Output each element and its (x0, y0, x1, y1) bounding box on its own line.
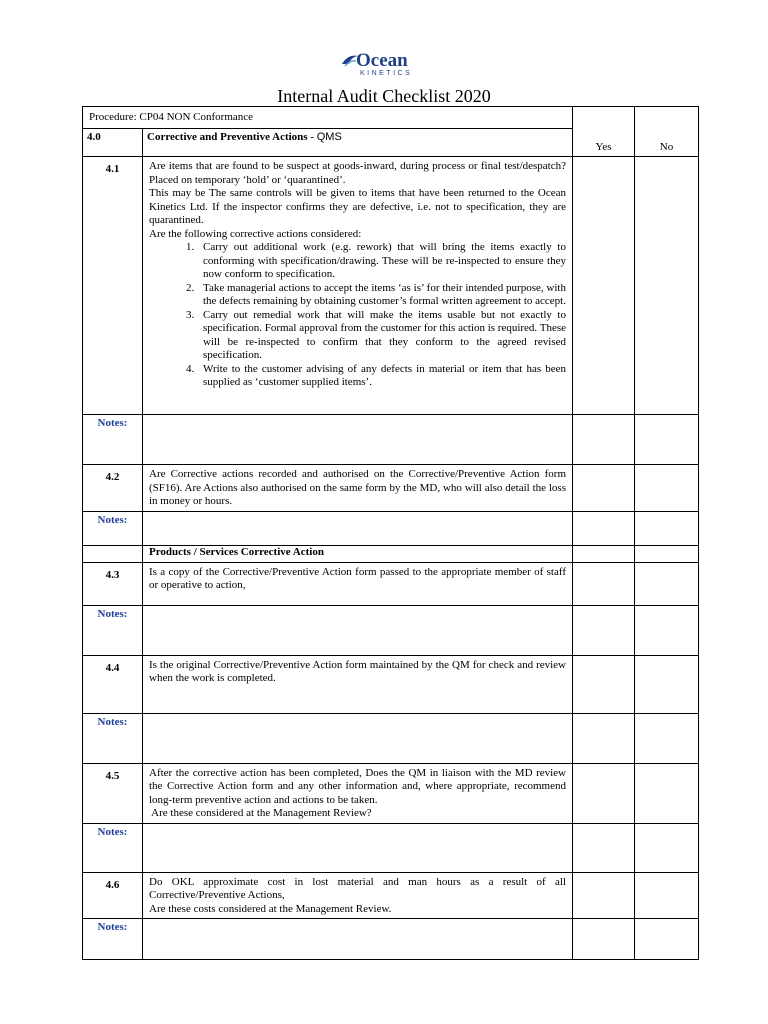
question-text: Are items that are found to be suspect at goods-inward, during process or final test/despatch? Placed on temporary ‘hold’ or ‘quarantined’. This may be The same controls will be given to items that have been returned to the Ocean Kinetics Ltd. If the inspector confirms they are defective, i.e. not to specification, they are quarantined. Are the following corrective actions considered: 1. Carry out additional work (e.g. rework) that will bring the items exactly to conforming with specification/drawing. These will be re-inspected to ensure they now conform to specification. 2. Take managerial actions to accept the items ‘as is’ for their intended purpose, with the defects remaining by obtaining customer’s formal written agreement to accept. 3. Carry out remedial work that will make the items usable but not exactly to specification. Formal approval from the customer for this action is required. These will be re-inspected to confirm that they conform to the agreed revised specification. 4. Write to the customer advising of any defects in material or item that has been supplied as ‘customer supplied items’. (143, 157, 573, 415)
no-checkbox-cell[interactable] (635, 823, 699, 872)
procedure-label: Procedure: CP04 NON Conformance (83, 107, 573, 129)
no-checkbox-cell[interactable] (635, 157, 699, 415)
notes-row (83, 605, 699, 655)
document-title: Internal Audit Checklist 2020 (277, 86, 491, 106)
question-row (83, 562, 699, 605)
notes-row (83, 713, 699, 763)
no-checkbox-cell[interactable] (635, 872, 699, 919)
corrective-actions-list (149, 241, 566, 390)
yes-checkbox-cell[interactable] (573, 465, 635, 512)
notes-row (83, 823, 699, 872)
notes-label: Notes: (83, 605, 143, 655)
notes-row (83, 919, 699, 960)
no-checkbox-cell[interactable] (635, 415, 699, 465)
list-item: 1. Carry out additional work (e.g. rework) that will bring the items exactly to conforming with specification/drawing. These will be re-inspected to ensure they now conform to specification. (197, 241, 566, 282)
no-checkbox-cell[interactable] (635, 511, 699, 545)
list-item: 3. Carry out remedial work that will make the items usable but not exactly to specification. Formal approval from the customer for this action is required. These will be re-inspected to confirm that they conform to the agreed revised specification. (197, 309, 566, 363)
notes-label: Notes: (83, 713, 143, 763)
company-logo (340, 50, 420, 82)
list-item: 4. Write to the customer advising of any defects in material or item that has been supplied as ‘customer supplied items’. (197, 363, 566, 390)
header-row (83, 107, 699, 129)
audit-checklist-table (82, 106, 699, 960)
question-row (83, 157, 699, 415)
question-number: 4.2 (83, 465, 143, 512)
question-number: 4.5 (83, 763, 143, 823)
no-checkbox-cell[interactable] (635, 562, 699, 605)
question-number: 4.3 (83, 562, 143, 605)
logo-word: Ocean (356, 50, 408, 71)
yes-checkbox-cell[interactable] (573, 713, 635, 763)
section-title: Corrective and Preventive Actions - QMS (143, 129, 573, 157)
yes-checkbox-cell[interactable] (573, 763, 635, 823)
yes-checkbox-cell[interactable] (573, 605, 635, 655)
yes-column-header: Yes (573, 107, 635, 157)
question-number: 4.4 (83, 655, 143, 713)
yes-checkbox-cell[interactable] (573, 511, 635, 545)
question-text: Do OKL approximate cost in lost material and man hours as a result of all Corrective/Preventive Actions, Are these costs considered at the Management Review. (143, 872, 573, 919)
notes-label: Notes: (83, 511, 143, 545)
notes-label: Notes: (83, 823, 143, 872)
list-item: 2. Take managerial actions to accept the items ‘as is’ for their intended purpose, with the defects remaining by obtaining customer’s formal written agreement to accept. (197, 282, 566, 309)
yes-checkbox-cell[interactable] (573, 655, 635, 713)
question-text: Is the original Corrective/Preventive Action form maintained by the QM for check and review when the work is completed. (143, 655, 573, 713)
yes-checkbox-cell[interactable] (573, 823, 635, 872)
question-row (83, 465, 699, 512)
subsection-title: Products / Services Corrective Action (143, 545, 573, 562)
no-checkbox-cell[interactable] (635, 919, 699, 960)
notes-field[interactable] (143, 713, 573, 763)
yes-checkbox-cell[interactable] (573, 415, 635, 465)
question-text: After the corrective action has been completed, Does the QM in liaison with the MD review the Corrective Action form and any other information and, where appropriate, recommend long-term preventive action and actions to be taken. Are these considered at the Management Review? (143, 763, 573, 823)
question-text: Is a copy of the Corrective/Preventive Action form passed to the appropriate member of staff or operative to action, (143, 562, 573, 605)
notes-label: Notes: (83, 919, 143, 960)
notes-row (83, 415, 699, 465)
notes-field[interactable] (143, 511, 573, 545)
section-number: 4.0 (83, 129, 143, 157)
yes-checkbox-cell[interactable] (573, 562, 635, 605)
no-checkbox-cell[interactable] (635, 465, 699, 512)
question-number: 4.1 (83, 157, 143, 415)
question-text: Are Corrective actions recorded and authorised on the Corrective/Preventive Action form (SF16). Are Actions also authorised on the same form by the MD, who will also detail the loss in money or hours. (143, 465, 573, 512)
yes-checkbox-cell[interactable] (573, 872, 635, 919)
question-number: 4.6 (83, 872, 143, 919)
question-row (83, 763, 699, 823)
no-checkbox-cell[interactable] (635, 713, 699, 763)
no-checkbox-cell[interactable] (635, 605, 699, 655)
yes-checkbox-cell[interactable] (573, 157, 635, 415)
no-checkbox-cell[interactable] (635, 655, 699, 713)
question-row (83, 872, 699, 919)
no-column-header: No (635, 107, 699, 157)
question-row (83, 655, 699, 713)
subsection-row (83, 545, 699, 562)
no-checkbox-cell[interactable] (635, 763, 699, 823)
yes-checkbox-cell[interactable] (573, 919, 635, 960)
notes-field[interactable] (143, 823, 573, 872)
notes-row (83, 511, 699, 545)
notes-field[interactable] (143, 415, 573, 465)
logo-subtitle: KINETICS (360, 70, 413, 77)
notes-field[interactable] (143, 919, 573, 960)
notes-label: Notes: (83, 415, 143, 465)
notes-field[interactable] (143, 605, 573, 655)
